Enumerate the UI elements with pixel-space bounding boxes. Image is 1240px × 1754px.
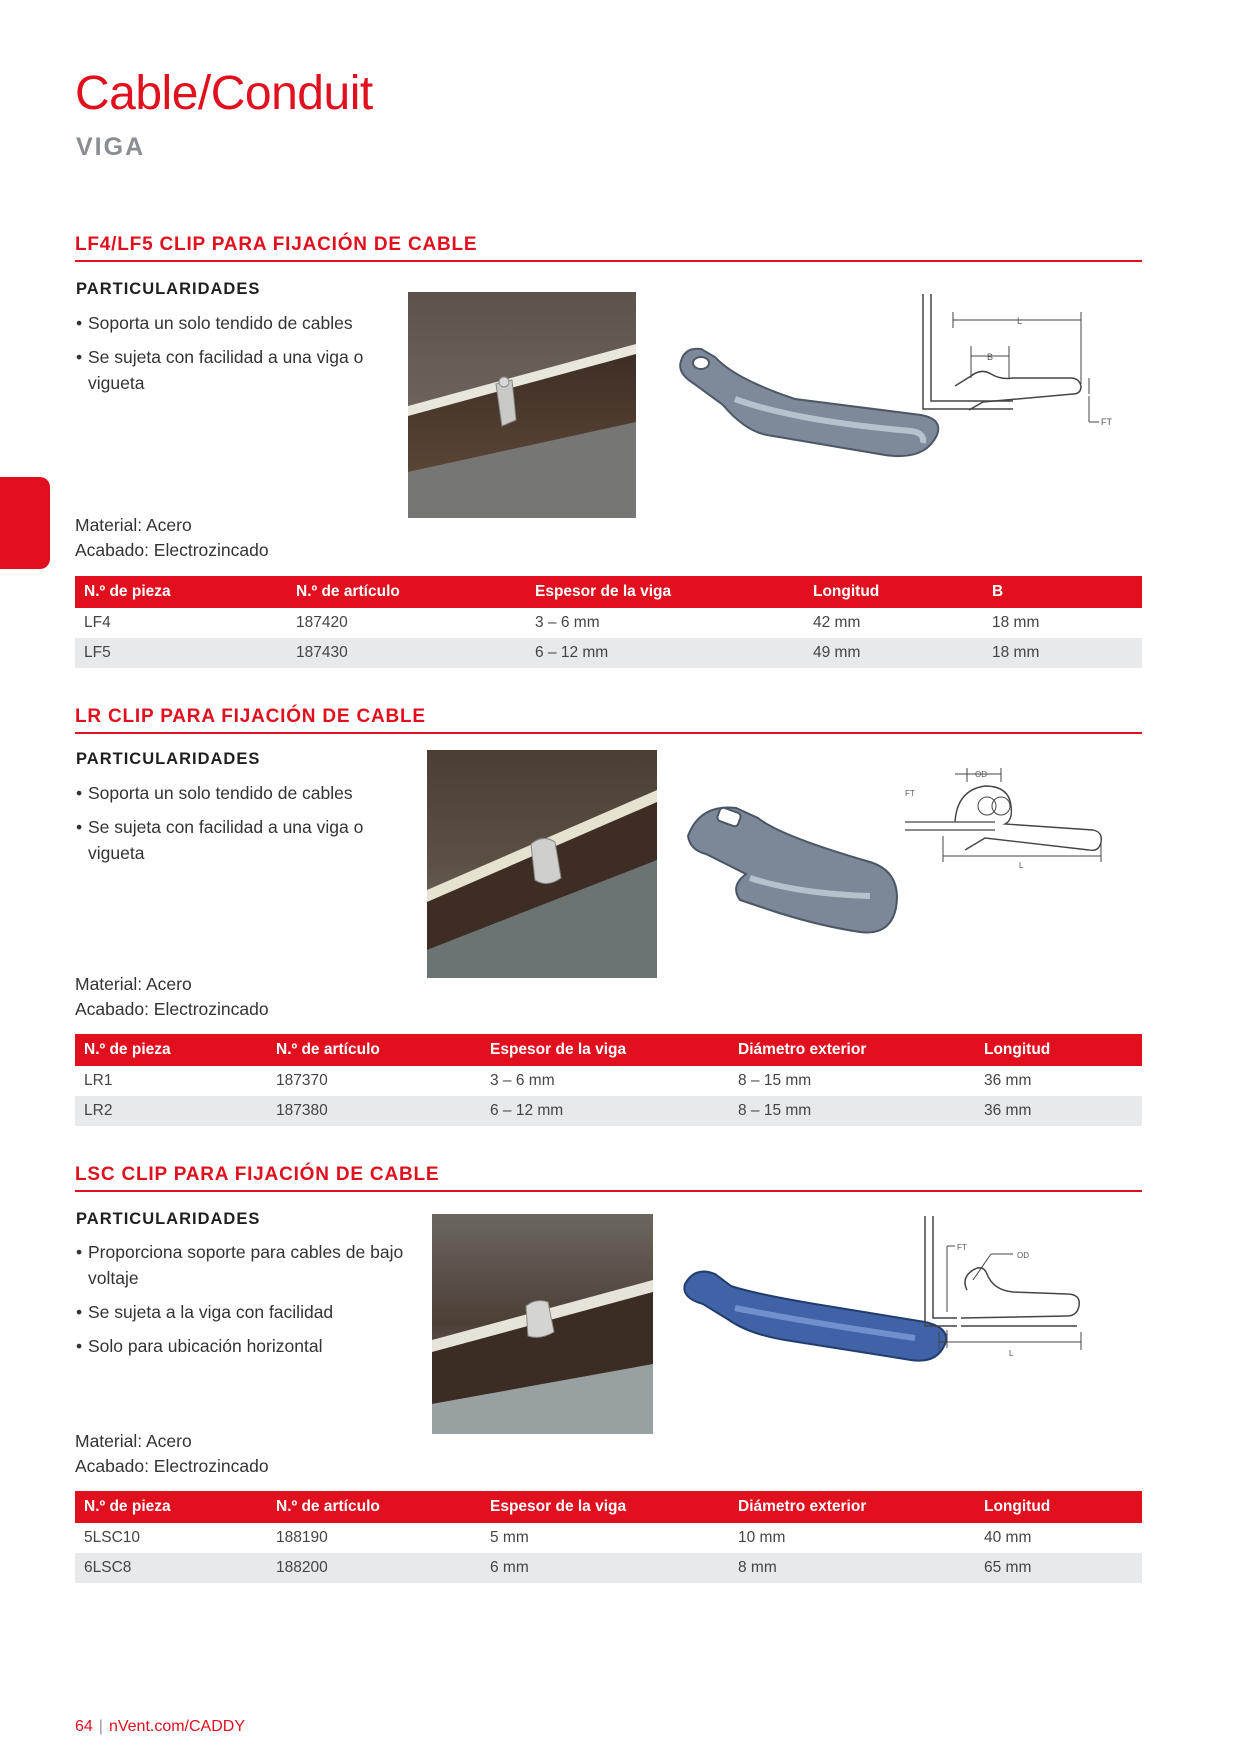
column-header: N.º de pieza (75, 576, 287, 608)
table-cell: 5 mm (490, 1529, 529, 1546)
table-cell: 5LSC10 (84, 1529, 141, 1546)
column-header: N.º de artículo (267, 1491, 481, 1523)
column-header: N.º de pieza (75, 1034, 267, 1066)
section-title: LF4/LF5 CLIP PARA FIJACIÓN DE CABLE (75, 234, 1142, 262)
finish-text: Acabado: Electrozincado (75, 1456, 269, 1476)
section-title: LSC CLIP PARA FIJACIÓN DE CABLE (75, 1164, 1142, 1192)
diagram-label-l: L (1017, 316, 1023, 326)
product-installed-photo (432, 1214, 653, 1434)
column-header: N.º de artículo (287, 576, 526, 608)
finish-text: Acabado: Electrozincado (75, 999, 269, 1019)
table-row (75, 1553, 1142, 1583)
column-header: Diámetro exterior (729, 1491, 975, 1523)
list-item: • Se sujeta con facilidad a una viga o vigueta (76, 814, 394, 866)
material-text: Material: Acero (75, 515, 192, 535)
list-item: • Se sujeta con facilidad a una viga o vigueta (76, 344, 376, 396)
table-row (75, 1066, 1142, 1096)
material-text: Material: Acero (75, 974, 192, 994)
finish-text: Acabado: Electrozincado (75, 540, 269, 560)
table-header-row (75, 576, 1142, 608)
table-cell: 6LSC8 (75, 1553, 267, 1583)
column-header: Longitud (975, 1491, 1142, 1523)
diagram-label-b: B (987, 352, 994, 362)
table-cell: 8 mm (729, 1553, 975, 1583)
table-cell: 10 mm (738, 1529, 786, 1546)
material-text: Material: Acero (75, 1431, 192, 1451)
table-cell: 36 mm (975, 1096, 1142, 1126)
material-info (75, 513, 269, 563)
list-item: • Solo para ubicación horizontal (76, 1333, 428, 1359)
column-header: Longitud (975, 1034, 1142, 1066)
table-cell: 187380 (267, 1096, 481, 1126)
table-row (75, 608, 1142, 638)
material-info (75, 1429, 269, 1479)
table-cell: 42 mm (813, 614, 861, 631)
spec-table (75, 1034, 1142, 1126)
table-cell: 188200 (267, 1553, 481, 1583)
table-cell: 49 mm (804, 638, 983, 668)
diagram-label-ft: FT (957, 1243, 967, 1252)
features-list (76, 1239, 428, 1367)
table-row (75, 1523, 1142, 1553)
table-cell: LF5 (75, 638, 287, 668)
table-cell: 188190 (276, 1529, 328, 1546)
footer-separator: | (98, 1718, 103, 1735)
diagram-label-od: OD (1017, 1251, 1029, 1260)
list-item: • Se sujeta a la viga con facilidad (76, 1299, 428, 1325)
column-header: Espesor de la viga (481, 1491, 729, 1523)
table-row (75, 638, 1142, 668)
material-info (75, 972, 269, 1022)
features-list (76, 310, 376, 404)
section-lf4-lf5 (75, 234, 1142, 674)
chapter-tab (0, 477, 50, 569)
column-header: Espesor de la viga (526, 576, 804, 608)
table-cell: 65 mm (975, 1553, 1142, 1583)
clip-dimension-diagram (913, 294, 1123, 434)
table-cell: 40 mm (984, 1529, 1032, 1546)
table-cell: 18 mm (992, 614, 1040, 631)
page-subtitle: VIGA (76, 133, 146, 161)
column-header: B (983, 576, 1142, 608)
table-cell: 6 mm (481, 1553, 729, 1583)
table-cell: 187430 (287, 638, 526, 668)
features-heading: PARTICULARIDADES (76, 1210, 261, 1228)
table-cell: 18 mm (983, 638, 1142, 668)
table-cell: 6 – 12 mm (481, 1096, 729, 1126)
section-lr (75, 706, 1142, 1146)
clip-dimension-diagram (917, 1216, 1107, 1366)
table-cell: LF4 (84, 614, 111, 631)
footer-link[interactable]: nVent.com/CADDY (108, 1718, 246, 1735)
page-title: Cable/Conduit (75, 67, 373, 120)
table-cell: 8 – 15 mm (738, 1072, 812, 1089)
features-heading: PARTICULARIDADES (76, 280, 261, 298)
list-item: • Soporta un solo tendido de cables (76, 780, 394, 806)
table-cell: 6 – 12 mm (526, 638, 804, 668)
table-cell: 187420 (296, 614, 348, 631)
column-header: N.º de artículo (267, 1034, 481, 1066)
column-header: Diámetro exterior (729, 1034, 975, 1066)
table-row (75, 1096, 1142, 1126)
spec-table (75, 1491, 1142, 1583)
diagram-label-l: L (1019, 861, 1024, 870)
table-header-row (75, 1491, 1142, 1523)
product-installed-photo (408, 292, 636, 518)
table-cell: 8 – 15 mm (729, 1096, 975, 1126)
table-cell: 187370 (276, 1072, 328, 1089)
page-footer (75, 1718, 245, 1736)
product-installed-photo (427, 750, 657, 978)
page-number: 64 (75, 1718, 93, 1735)
table-cell: LR1 (84, 1072, 113, 1089)
table-cell: 3 – 6 mm (535, 614, 600, 631)
table-cell: 36 mm (984, 1072, 1032, 1089)
column-header: Longitud (804, 576, 983, 608)
clip-dimension-diagram (905, 766, 1115, 876)
column-header: Espesor de la viga (481, 1034, 729, 1066)
features-heading: PARTICULARIDADES (76, 750, 261, 768)
column-header: N.º de pieza (75, 1491, 267, 1523)
diagram-label-ft: FT (1101, 417, 1112, 427)
spec-table (75, 576, 1142, 668)
list-item: • Proporciona soporte para cables de bajo voltaje (76, 1239, 428, 1291)
section-lsc (75, 1164, 1142, 1604)
table-cell: 3 – 6 mm (490, 1072, 555, 1089)
table-cell: LR2 (75, 1096, 267, 1126)
section-title: LR CLIP PARA FIJACIÓN DE CABLE (75, 706, 1142, 734)
diagram-label-ft: FT (905, 789, 915, 798)
clip-product-image (680, 796, 910, 946)
features-list (76, 780, 394, 874)
table-header-row (75, 1034, 1142, 1066)
diagram-label-od: OD (975, 770, 987, 779)
list-item: • Soporta un solo tendido de cables (76, 310, 376, 336)
diagram-label-l: L (1009, 1349, 1014, 1358)
